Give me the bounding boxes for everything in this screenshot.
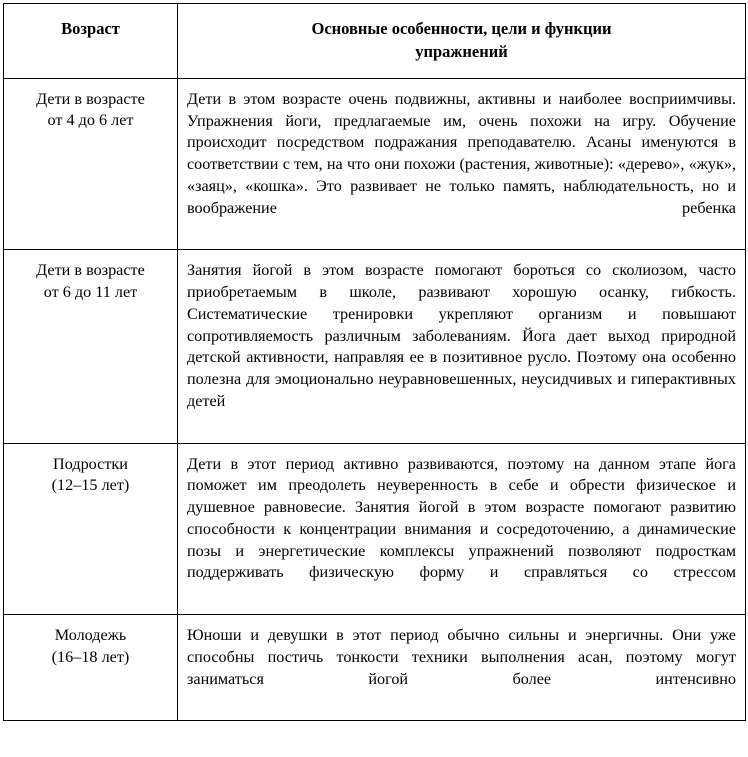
column-header-description-line1: Основные особенности, цели и функции [311, 19, 612, 38]
age-characteristics-table [3, 3, 746, 721]
age-group-line1: Дети в возрасте [36, 261, 145, 280]
description-text: Дети в этот период активно развиваются, поэтому на данном этапе йога поможет им преодолеть неуверенность в себе и обрести физическое и душевное равновесие. Занятия йогой в этом возрасте помогают развитию способности к концентрации внимания и сосредоточению, а динамические позы и энергетические комплексы упражнений позволяют подросткам поддерживать физическую форму и справляться со стрессом [187, 454, 736, 582]
cell-description [178, 250, 746, 443]
table-row [4, 250, 746, 443]
description-text: Дети в этом возрасте очень подвижны, активны и наиболее восприимчивы. Упражнения йоги, предлагаемые им, очень похожи на игру. Обучение происходит посредством подражания преподавателю. Асаны именуются в соответствии с тем, на что они похожи (растения, животные): «дерево», «жук», «заяц», «кошка». Это развивает не только память, наблюдательность, но и воображение ребенка [187, 89, 736, 217]
cell-age-group [4, 443, 178, 614]
table-row [4, 443, 746, 614]
age-group-line1: Подростки [53, 454, 128, 473]
description-text: Занятия йогой в этом возрасте помогают бороться со сколиозом, часто приобретаемым в школе, развивают хорошую осанку, гибкость. Систематические тренировки укрепляют организм и повышают сопротивляемость различным заболеваниям. Йога дает выход природной детской активности, направляя ее в позитивное русло. Поэтому она особенно полезна для эмоционально неуравновешенных, неусидчивых и гиперактивных детей [187, 261, 736, 410]
column-header-age: Возраст [4, 4, 178, 79]
cell-description [178, 443, 746, 614]
table-header [4, 4, 746, 79]
cell-description [178, 615, 746, 721]
table-header-row [4, 4, 746, 79]
column-header-description-line2: упражнений [415, 42, 508, 62]
description-text: Юноши и девушки в этот период обычно сильны и энергичны. Они уже способны постичь тонкости техники выполнения асан, поэтому могут заниматься йогой более интенсивно [187, 626, 736, 688]
age-group-line1: Дети в возрасте [36, 89, 145, 108]
table-body [4, 78, 746, 720]
age-group-line2: от 4 до 6 лет [47, 111, 134, 130]
age-group-line1: Молодежь [54, 626, 127, 645]
cell-age-group [4, 250, 178, 443]
age-group-line2: (16–18 лет) [51, 647, 130, 666]
table-row [4, 615, 746, 721]
age-group-line2: (12–15 лет) [51, 476, 130, 495]
cell-age-group [4, 615, 178, 721]
cell-age-group [4, 78, 178, 249]
table-row [4, 78, 746, 249]
column-header-description [178, 4, 746, 79]
cell-description [178, 78, 746, 249]
age-group-line2: от 6 до 11 лет [43, 282, 138, 301]
